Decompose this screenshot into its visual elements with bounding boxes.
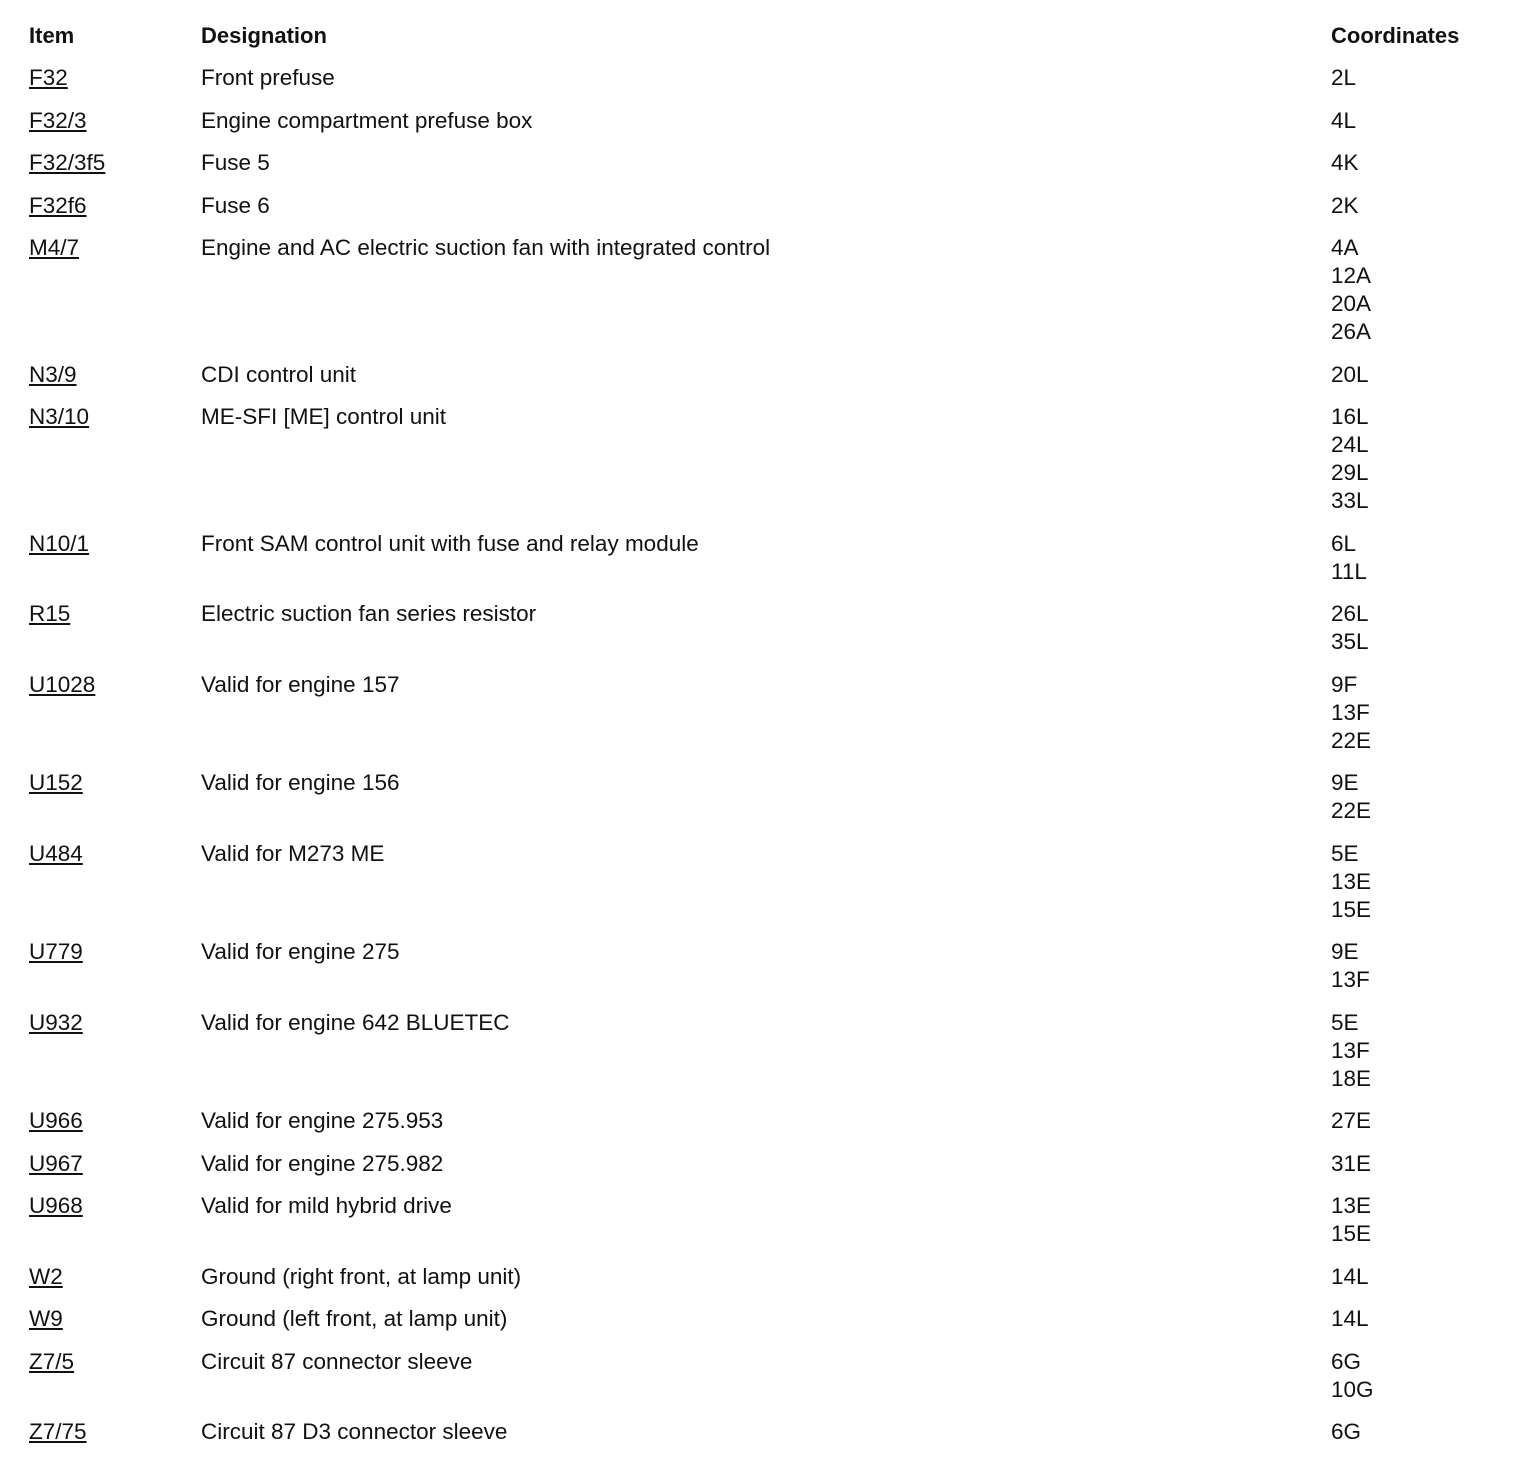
coordinates-cell	[1331, 107, 1520, 135]
designation-cell: Valid for engine 157	[201, 671, 400, 697]
coordinate-value: 27E	[1331, 1108, 1372, 1133]
item-link[interactable]: Z7/5	[29, 1348, 75, 1374]
table-row	[29, 769, 1520, 825]
item-cell	[29, 1150, 201, 1178]
coordinate-value: 31E	[1331, 1150, 1372, 1176]
designation-cell: Fuse 6	[201, 192, 270, 218]
item-link[interactable]: W9	[29, 1306, 63, 1331]
row-gap	[29, 1248, 1520, 1263]
coordinate-value: 13F	[1331, 699, 1370, 725]
coordinate-value: 4A	[1331, 235, 1359, 260]
designation-cell: Valid for engine 156	[201, 770, 400, 795]
row-gap	[29, 1093, 1520, 1108]
designation-cell: Ground (right front, at lamp unit)	[201, 1263, 522, 1289]
designation-cell: Valid for M273 ME	[201, 840, 385, 866]
item-link[interactable]: F32f6	[29, 192, 87, 218]
item-link[interactable]: U152	[29, 770, 83, 795]
item-link[interactable]: F32/3f5	[29, 150, 106, 175]
table-row	[29, 840, 1520, 924]
coordinate-value: 4L	[1331, 107, 1357, 133]
table-row	[29, 149, 1520, 177]
coordinates-cell	[1331, 1263, 1520, 1291]
header-coordinates: Coordinates	[1331, 23, 1460, 48]
coordinate-value: 9E	[1331, 939, 1359, 964]
item-link[interactable]: U484	[29, 840, 83, 866]
coordinates-cell	[1331, 1107, 1520, 1135]
row-gap	[29, 92, 1520, 107]
table-row	[29, 1305, 1520, 1333]
coordinate-value: 6G	[1331, 1419, 1362, 1444]
coordinate-value: 35L	[1331, 629, 1369, 654]
coordinate-value: 5E	[1331, 840, 1359, 866]
table-row	[29, 64, 1520, 92]
item-cell	[29, 840, 201, 924]
item-link[interactable]: N3/9	[29, 361, 77, 387]
row-gap	[29, 1135, 1520, 1150]
coordinates-cell	[1331, 840, 1520, 924]
coordinate-value: 13F	[1331, 1037, 1370, 1063]
coordinate-value: 5E	[1331, 1009, 1359, 1035]
item-cell	[29, 938, 201, 994]
table-row	[29, 403, 1520, 515]
designation-cell: Valid for mild hybrid drive	[201, 1193, 452, 1218]
coordinate-value: 14L	[1331, 1263, 1369, 1289]
coordinates-cell	[1331, 530, 1520, 586]
coordinate-value: 22E	[1331, 798, 1372, 823]
coordinate-value: 24L	[1331, 432, 1369, 457]
table-row	[29, 1192, 1520, 1248]
coordinates-cell	[1331, 1150, 1520, 1178]
item-cell	[29, 600, 201, 656]
item-link[interactable]: N10/1	[29, 530, 90, 556]
item-cell	[29, 1263, 201, 1291]
item-link[interactable]: F32	[29, 65, 68, 90]
coordinate-value: 12A	[1331, 263, 1372, 288]
item-cell	[29, 1107, 201, 1135]
coordinates-cell	[1331, 769, 1520, 825]
item-cell	[29, 769, 201, 825]
table-header	[29, 22, 1520, 64]
item-link[interactable]: U1028	[29, 671, 96, 697]
table-row	[29, 1009, 1520, 1093]
item-cell	[29, 192, 201, 220]
coordinate-value: 9E	[1331, 770, 1359, 795]
item-cell	[29, 1418, 201, 1446]
item-cell	[29, 1305, 201, 1333]
coordinate-value: 16L	[1331, 404, 1369, 429]
coordinates-cell	[1331, 149, 1520, 177]
designation-cell: Front prefuse	[201, 65, 335, 90]
designation-cell: Fuse 5	[201, 150, 270, 175]
table-row	[29, 107, 1520, 135]
designation-cell: Engine and AC electric suction fan with integrated control	[201, 235, 771, 260]
item-link[interactable]: Z7/75	[29, 1419, 87, 1444]
item-link[interactable]: U967	[29, 1150, 83, 1176]
row-gap	[29, 1333, 1520, 1348]
item-cell	[29, 530, 201, 586]
designation-cell: Circuit 87 connector sleeve	[201, 1348, 473, 1374]
table-row	[29, 938, 1520, 994]
designation-cell: Valid for engine 275.953	[201, 1108, 444, 1133]
coordinate-value: 15E	[1331, 896, 1372, 922]
designation-cell: Valid for engine 275	[201, 939, 400, 964]
table-body	[29, 64, 1520, 1461]
coordinates-cell	[1331, 403, 1520, 515]
table-row	[29, 600, 1520, 656]
designation-cell: ME-SFI [ME] control unit	[201, 404, 447, 429]
item-cell	[29, 1192, 201, 1248]
coordinate-value: 20L	[1331, 361, 1369, 387]
row-gap	[29, 135, 1520, 150]
item-cell	[29, 234, 201, 346]
row-gap	[29, 515, 1520, 530]
coordinate-value: 6G	[1331, 1348, 1362, 1374]
item-cell	[29, 1009, 201, 1093]
coordinate-value: 33L	[1331, 488, 1369, 513]
table-row	[29, 1418, 1520, 1446]
header-item: Item	[29, 23, 75, 48]
item-cell	[29, 671, 201, 755]
coordinate-value: 15E	[1331, 1221, 1372, 1246]
item-link[interactable]: U966	[29, 1108, 83, 1133]
coordinates-cell	[1331, 1418, 1520, 1446]
coordinate-value: 4K	[1331, 150, 1359, 175]
coordinate-value: 2K	[1331, 192, 1359, 218]
item-cell	[29, 1348, 201, 1404]
coordinates-cell	[1331, 1192, 1520, 1248]
coordinates-cell	[1331, 1305, 1520, 1333]
coordinate-value: 13E	[1331, 1193, 1372, 1218]
coordinate-value: 29L	[1331, 460, 1369, 485]
table-row	[29, 1107, 1520, 1135]
coordinate-value: 10G	[1331, 1376, 1374, 1402]
row-gap	[29, 994, 1520, 1009]
designation-cell: Ground (left front, at lamp unit)	[201, 1306, 508, 1331]
row-gap	[29, 755, 1520, 770]
coordinate-value: 11L	[1331, 558, 1367, 584]
row-gap	[29, 1291, 1520, 1306]
coordinate-value: 26A	[1331, 319, 1372, 344]
designation-cell: Circuit 87 D3 connector sleeve	[201, 1419, 508, 1444]
row-gap	[29, 1178, 1520, 1193]
item-link[interactable]: N3/10	[29, 404, 90, 429]
row-gap	[29, 656, 1520, 671]
coordinate-value: 13E	[1331, 868, 1372, 894]
row-gap	[29, 177, 1520, 192]
table-row	[29, 1263, 1520, 1291]
table-row	[29, 1150, 1520, 1178]
designation-cell: Electric suction fan series resistor	[201, 601, 537, 626]
item-link[interactable]: R15	[29, 601, 71, 626]
coordinate-value: 26L	[1331, 601, 1369, 626]
coordinate-value: 2L	[1331, 65, 1357, 90]
row-gap	[29, 346, 1520, 361]
coordinates-cell	[1331, 600, 1520, 656]
coordinate-value: 22E	[1331, 727, 1372, 753]
designation-cell: Front SAM control unit with fuse and relay module	[201, 530, 699, 556]
header-designation: Designation	[201, 23, 327, 48]
coordinate-value: 14L	[1331, 1306, 1369, 1331]
item-cell	[29, 361, 201, 389]
table-row	[29, 192, 1520, 220]
row-gap	[29, 220, 1520, 235]
coordinates-cell	[1331, 361, 1520, 389]
coordinate-value: 9F	[1331, 671, 1358, 697]
coordinates-cell	[1331, 938, 1520, 994]
row-gap	[29, 389, 1520, 404]
designation-cell: Valid for engine 275.982	[201, 1150, 444, 1176]
coordinates-cell	[1331, 192, 1520, 220]
row-gap	[29, 1446, 1520, 1461]
coordinates-cell	[1331, 1009, 1520, 1093]
row-gap	[29, 586, 1520, 601]
table-row	[29, 530, 1520, 586]
coordinates-cell	[1331, 1348, 1520, 1404]
coordinate-value: 6L	[1331, 530, 1357, 556]
coordinate-value: 20A	[1331, 291, 1372, 316]
item-cell	[29, 149, 201, 177]
item-link[interactable]: M4/7	[29, 235, 80, 260]
table-row	[29, 361, 1520, 389]
item-link[interactable]: F32/3	[29, 107, 87, 133]
table-row	[29, 234, 1520, 346]
coordinates-cell	[1331, 234, 1520, 346]
coordinates-cell	[1331, 64, 1520, 92]
coordinates-cell	[1331, 671, 1520, 755]
designation-cell: Engine compartment prefuse box	[201, 107, 533, 133]
coordinate-value: 18E	[1331, 1065, 1372, 1091]
row-gap	[29, 825, 1520, 840]
row-gap	[29, 924, 1520, 939]
item-link[interactable]: U779	[29, 939, 83, 964]
item-cell	[29, 107, 201, 135]
item-link[interactable]: W2	[29, 1263, 63, 1289]
coordinate-value: 13F	[1331, 967, 1370, 992]
table-row	[29, 1348, 1520, 1404]
item-cell	[29, 403, 201, 515]
item-cell	[29, 64, 201, 92]
designation-cell: Valid for engine 642 BLUETEC	[201, 1009, 510, 1035]
row-gap	[29, 1404, 1520, 1419]
item-link[interactable]: U968	[29, 1193, 83, 1218]
table-row	[29, 671, 1520, 755]
designation-cell: CDI control unit	[201, 361, 357, 387]
item-link[interactable]: U932	[29, 1009, 83, 1035]
